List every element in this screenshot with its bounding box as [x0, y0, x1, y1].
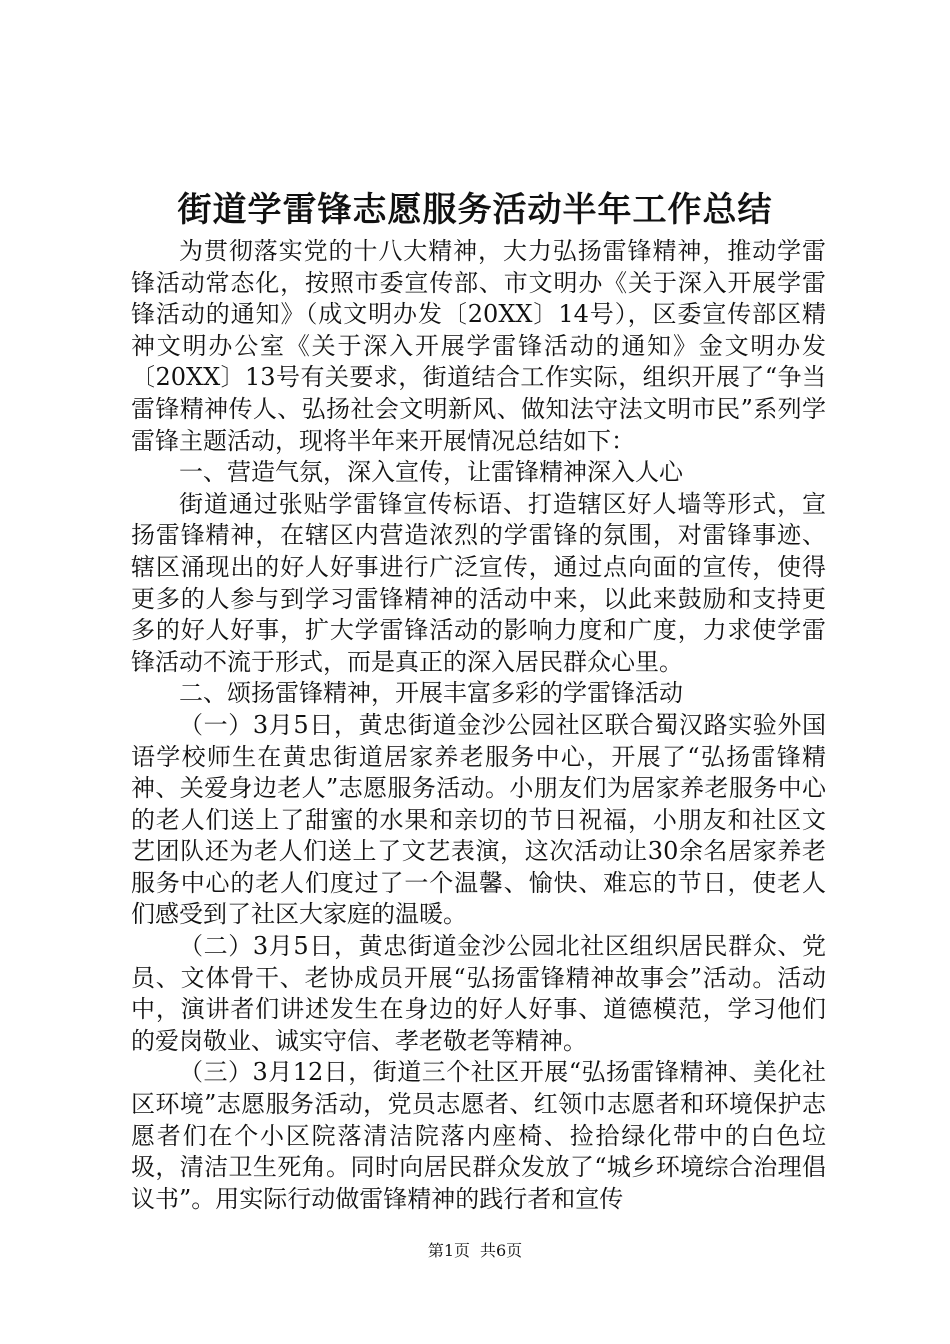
paragraph-item-3: （三）3月12日，街道三个社区开展“弘扬雷锋精神、美化社区环境”志愿服务活动，党员志愿者、红领巾志愿者和环境保护志愿者们在个小区院落清洁院落内座椅、捡拾绿化带中的白色垃圾，清洁卫生死角。同时向居民群众发放了“城乡环境综合治理倡议书”。用实际行动做雷锋精神的践行者和宣传 — [131, 1058, 826, 1213]
paragraph-intro: 为贯彻落实党的十八大精神，大力弘扬雷锋精神，推动学雷锋活动常态化，按照市委宣传部、市文明办《关于深入开展学雷锋活动的通知》（成文明办发〔20XX〕14号），区委宣传部区精神文明办公室《关于深入开展学雷锋活动的通知》金文明办发〔20XX〕13号有关要求，街道结合工作实际，组织开展了“争当雷锋精神传人、弘扬社会文明新风、做知法守法文明市民”系列学雷锋主题活动，现将半年来开展情况总结如下： — [131, 237, 826, 455]
page-footer — [0, 1240, 950, 1262]
document-body — [131, 236, 826, 1215]
paragraph-item-2: （二）3月5日，黄忠街道金沙公园北社区组织居民群众、党员、文体骨干、老协成员开展“弘扬雷锋精神故事会”活动。活动中，演讲者们讲述发生在身边的好人好事、道德模范，学习他们的爱岗敬业、诚实守信、孝老敬老等精神。 — [131, 932, 826, 1055]
section-heading-1: 一、营造气氛，深入宣传，让雷锋精神深入人心 — [179, 458, 683, 487]
page-number: 第1页 — [427, 1241, 470, 1260]
section-heading-2: 二、颂扬雷锋精神，开展丰富多彩的学雷锋活动 — [179, 679, 683, 708]
paragraph-section-1: 街道通过张贴学雷锋宣传标语、打造辖区好人墙等形式，宣扬雷锋精神，在辖区内营造浓烈的学雷锋的氛围，对雷锋事迹、辖区涌现出的好人好事进行广泛宣传，通过点向面的宣传，使得更多的人参与到学习雷锋精神的活动中来，以此来鼓励和支持更多的好人好事，扩大学雷锋活动的影响力度和广度，力求使学雷锋活动不流于形式，而是真正的深入居民群众心里。 — [131, 489, 826, 676]
page-total: 共6页 — [480, 1241, 523, 1260]
document-title: 街道学雷锋志愿服务活动半年工作总结 — [177, 190, 773, 230]
paragraph-item-1: （一）3月5日，黄忠街道金沙公园社区联合蜀汉路实验外国语学校师生在黄忠街道居家养老服务中心，开展了“弘扬雷锋精神、关爱身边老人”志愿服务活动。小朋友们为居家养老服务中心的老人们送上了甜蜜的水果和亲切的节日祝福，小朋友和社区文艺团队还为老人们送上了文艺表演，这次活动让30余名居家养老服务中心的老人们度过了一个温馨、愉快、难忘的节日，使老人们感受到了社区大家庭的温暖。 — [131, 710, 826, 929]
